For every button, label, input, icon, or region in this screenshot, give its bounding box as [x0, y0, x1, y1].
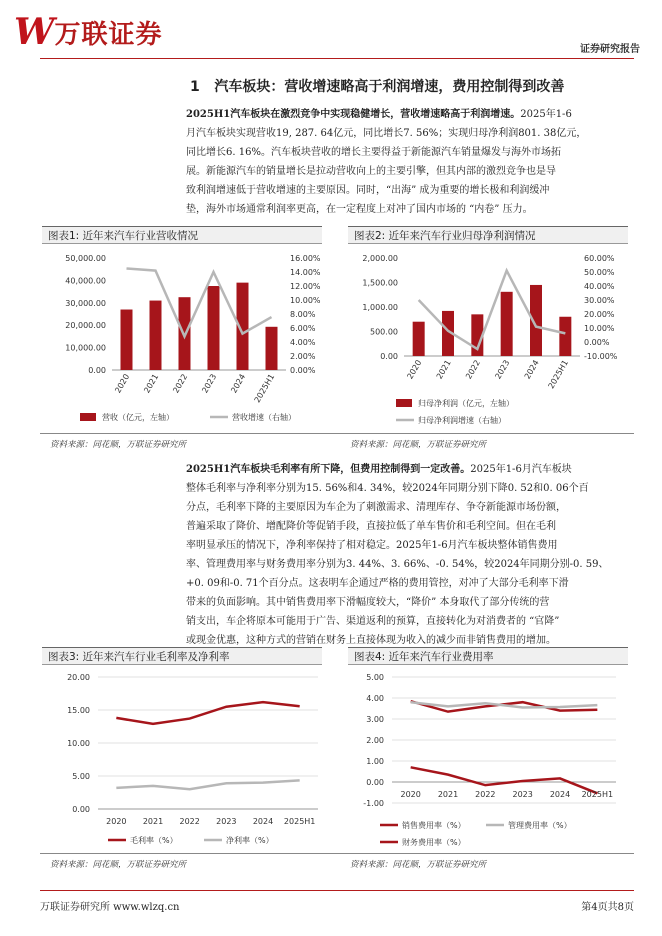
y2-tick-label: 14.00% [290, 268, 321, 277]
legend-label: 营收增速（右轴） [232, 413, 296, 422]
legend-label: 归母净利润（亿元，左轴） [418, 399, 514, 408]
x-tick-label: 2021 [437, 790, 459, 799]
growth-line [419, 271, 566, 349]
section-title [190, 76, 564, 96]
y2-tick-label: 10.00% [290, 296, 321, 305]
x-tick-label: 2025H1 [546, 358, 571, 391]
figure-1-caption: 图表1: 近年来汽车行业营收情况 [42, 226, 322, 244]
legend-swatch [396, 399, 412, 407]
y2-tick-label: 0.00% [290, 366, 316, 375]
y-tick-label: 1,000.00 [362, 303, 398, 312]
page-number: 第4页共8页 [581, 902, 634, 913]
logo-mark: W [14, 11, 51, 53]
y-tick-label: 2,000.00 [362, 254, 398, 263]
paragraph-2 [186, 460, 626, 650]
y2-tick-label: -10.00% [584, 352, 618, 361]
x-tick-label: 2023 [512, 790, 533, 799]
legend-label: 财务费用率（%） [402, 838, 466, 847]
paragraph-2-lead: 2025H1汽车板块毛利率有所下降，但费用控制得到一定改善。 [186, 464, 471, 475]
y2-tick-label: 40.00% [584, 282, 615, 291]
series-line [116, 702, 299, 724]
y-tick-label: 500.00 [370, 327, 398, 337]
figure-2-source: 资料来源：同花顺，万联证券研究所 [350, 440, 487, 450]
paragraph-2-line: 分点，毛利率下降的主要原因为车企为了刺激需求、清理库存、争夺新能源市场份额， [186, 502, 566, 513]
y-tick-label: 40,000.00 [65, 276, 106, 286]
y-tick-label: 0.00 [366, 778, 384, 787]
y2-tick-label: 10.00% [584, 324, 615, 333]
paragraph-1-line: 致利润增速低于营收增速的主要原因。同时，“出海” 成为重要的增长极和利润缓冲 [186, 185, 550, 196]
bar [413, 322, 425, 356]
paragraph-1-line: 月汽车板块实现营收19, 287. 64亿元，同比增长7. 56%；实现归母净利润801. 38亿元， [186, 128, 587, 139]
y-tick-label: 0.00 [72, 805, 90, 814]
bar [501, 292, 513, 356]
x-tick-label: 2023 [493, 358, 512, 381]
y2-tick-label: 50.00% [584, 268, 615, 277]
logo-text: 万联证券 [54, 19, 163, 50]
y2-tick-label: 0.00% [584, 338, 610, 347]
y2-tick-label: 8.00% [290, 310, 316, 319]
paragraph-1-line: 展。新能源汽车的销量增长是拉动营收向上的主要引擎，但其内部的激烈竞争也是导 [186, 166, 556, 177]
x-tick-label: 2022 [475, 790, 496, 799]
company-logo [14, 12, 162, 52]
legend-label: 营收（亿元，左轴） [102, 413, 174, 422]
paragraph-2-line: 普遍采取了降价、增配降价等促销手段，直接拉低了单车售价和毛利空间。但在毛利 [186, 521, 556, 532]
paragraph-2-line: 率明显承压的情况下，净利率保持了相对稳定。2025年1-6月汽车板块整体销售费用 [186, 540, 558, 551]
paragraph-2-line: 整体毛利率与净利率分别为15. 56%和4. 34%，较2024年同期分别下降0. 52和0. 06个百 [186, 483, 589, 494]
y-tick-label: 20,000.00 [65, 321, 106, 331]
y-tick-label: 5.00 [366, 673, 384, 682]
paragraph-1-line: 同比增长6. 16%。汽车板块营收的增长主要得益于新能源汽车销量爆发与海外市场拓 [186, 147, 561, 158]
y-tick-label: 3.00 [366, 715, 384, 724]
report-type: 证券研究报告 [580, 44, 640, 55]
x-tick-label: 2021 [142, 817, 164, 826]
x-tick-label: 2024 [549, 790, 571, 799]
section-number: 1 [190, 79, 200, 95]
y-tick-label: -1.00 [363, 799, 384, 808]
series-line [116, 780, 299, 789]
chart-net-profit [340, 244, 640, 434]
footer-left: 万联证券研究所 www.wlzq.cn [40, 902, 180, 913]
x-tick-label: 2020 [106, 817, 127, 826]
paragraph-1-line: 2025年1-6 [520, 109, 572, 120]
x-tick-label: 2022 [464, 358, 483, 381]
y2-tick-label: 6.00% [290, 324, 316, 333]
x-tick-label: 2022 [179, 817, 200, 826]
x-tick-label: 2020 [400, 790, 421, 799]
y2-tick-label: 4.00% [290, 338, 316, 347]
legend-label: 归母净利润增速（右轴） [418, 416, 506, 425]
y-tick-label: 2.00 [366, 736, 384, 745]
x-tick-label: 2024 [522, 358, 541, 381]
y2-tick-label: 16.00% [290, 254, 321, 263]
figure-1-source: 资料来源：同花顺，万联证券研究所 [50, 440, 187, 450]
figure-3-source: 资料来源：同花顺，万联证券研究所 [50, 860, 187, 870]
paragraph-1-line: 垫，海外市场通常利润率更高，在一定程度上对冲了国内市场的 “内卷” 压力。 [186, 204, 533, 215]
y-tick-label: 50,000.00 [65, 254, 106, 263]
y2-tick-label: 20.00% [584, 310, 615, 319]
x-tick-label: 2025H1 [283, 817, 316, 826]
legend-label: 管理费用率（%） [508, 821, 572, 830]
legend-swatch [80, 413, 96, 421]
figure-2-caption: 图表2: 近年来汽车行业归母净利润情况 [348, 226, 628, 244]
x-tick-label: 2025H1 [581, 790, 614, 799]
x-tick-label: 2020 [405, 358, 424, 381]
x-tick-label: 2021 [434, 358, 453, 381]
chart-expense-ratios [340, 666, 640, 852]
y2-tick-label: 60.00% [584, 254, 615, 263]
y2-tick-label: 2.00% [290, 352, 316, 361]
y-tick-label: 10,000.00 [65, 343, 106, 353]
legend-label: 净利率（%） [226, 836, 274, 845]
x-tick-label: 2020 [113, 372, 132, 395]
x-tick-label: 2025H1 [252, 372, 277, 405]
figure-4-source: 资料来源：同花顺，万联证券研究所 [350, 860, 487, 870]
x-tick-label: 2023 [200, 372, 219, 395]
bar [150, 301, 162, 370]
y2-tick-label: 30.00% [584, 296, 615, 305]
legend-label: 销售费用率（%） [402, 821, 466, 830]
bar [559, 317, 571, 356]
y-tick-label: 15.00 [67, 706, 90, 715]
figure-3-caption: 图表3: 近年来汽车行业毛利率及净利率 [42, 647, 322, 665]
footer-rule [40, 890, 634, 891]
figure-row-1-rule [40, 433, 634, 434]
y-tick-label: 0.00 [88, 366, 106, 375]
y-tick-label: 4.00 [366, 694, 384, 703]
chart-revenue [40, 244, 340, 434]
header-rule [40, 58, 634, 59]
y-tick-label: 30,000.00 [65, 298, 106, 308]
paragraph-1-lead: 2025H1汽车板块在激烈竞争中实现稳健增长，营收增速略高于利润增速。 [186, 109, 521, 120]
y-tick-label: 20.00 [67, 673, 90, 682]
x-tick-label: 2021 [142, 372, 161, 395]
x-tick-label: 2024 [229, 372, 248, 395]
x-tick-label: 2024 [252, 817, 274, 826]
paragraph-2-line: 2025年1-6月汽车板块 [470, 464, 572, 475]
paragraph-2-line: 率、管理费用率与财务费用率分别为3. 44%、3. 66%、-0. 54%，较2024年同期分别-0. 59、 [186, 559, 609, 570]
paragraph-1 [186, 105, 626, 219]
chart-margins [40, 666, 340, 852]
x-tick-label: 2022 [171, 372, 190, 395]
figure-4-caption: 图表4: 近年来汽车行业费用率 [348, 647, 628, 665]
figure-row-2-rule [40, 853, 634, 854]
bar [121, 310, 133, 370]
y-tick-label: 1,500.00 [362, 278, 398, 288]
paragraph-2-line: 带来的负面影响。其中销售费用率下滑幅度较大，“降价” 本身取代了部分传统的营 [186, 597, 550, 608]
growth-line [127, 269, 272, 337]
x-tick-label: 2023 [216, 817, 237, 826]
y-tick-label: 10.00 [67, 739, 90, 748]
bar [208, 286, 220, 370]
y-tick-label: 5.00 [72, 772, 90, 781]
y2-tick-label: 12.00% [290, 282, 321, 291]
legend-label: 毛利率（%） [130, 836, 178, 845]
section-title-text: 汽车板块：营收增速略高于利润增速，费用控制得到改善 [214, 79, 565, 95]
paragraph-2-line: 或现金优惠，这种方式的营销在财务上直接体现为收入的减少而非销售费用的增加。 [186, 635, 556, 646]
bar [266, 327, 278, 370]
y-tick-label: 1.00 [366, 757, 384, 766]
paragraph-2-line: +0. 09和-0. 71个百分点。这表明车企通过严格的费用管控，对冲了大部分毛利率下滑 [186, 578, 569, 589]
y-tick-label: 0.00 [380, 352, 398, 361]
paragraph-2-line: 销支出，车企将原本可能用于广告、渠道返利的预算，直接转化为对消费者的 “官降” [186, 616, 560, 627]
series-line [411, 702, 598, 707]
